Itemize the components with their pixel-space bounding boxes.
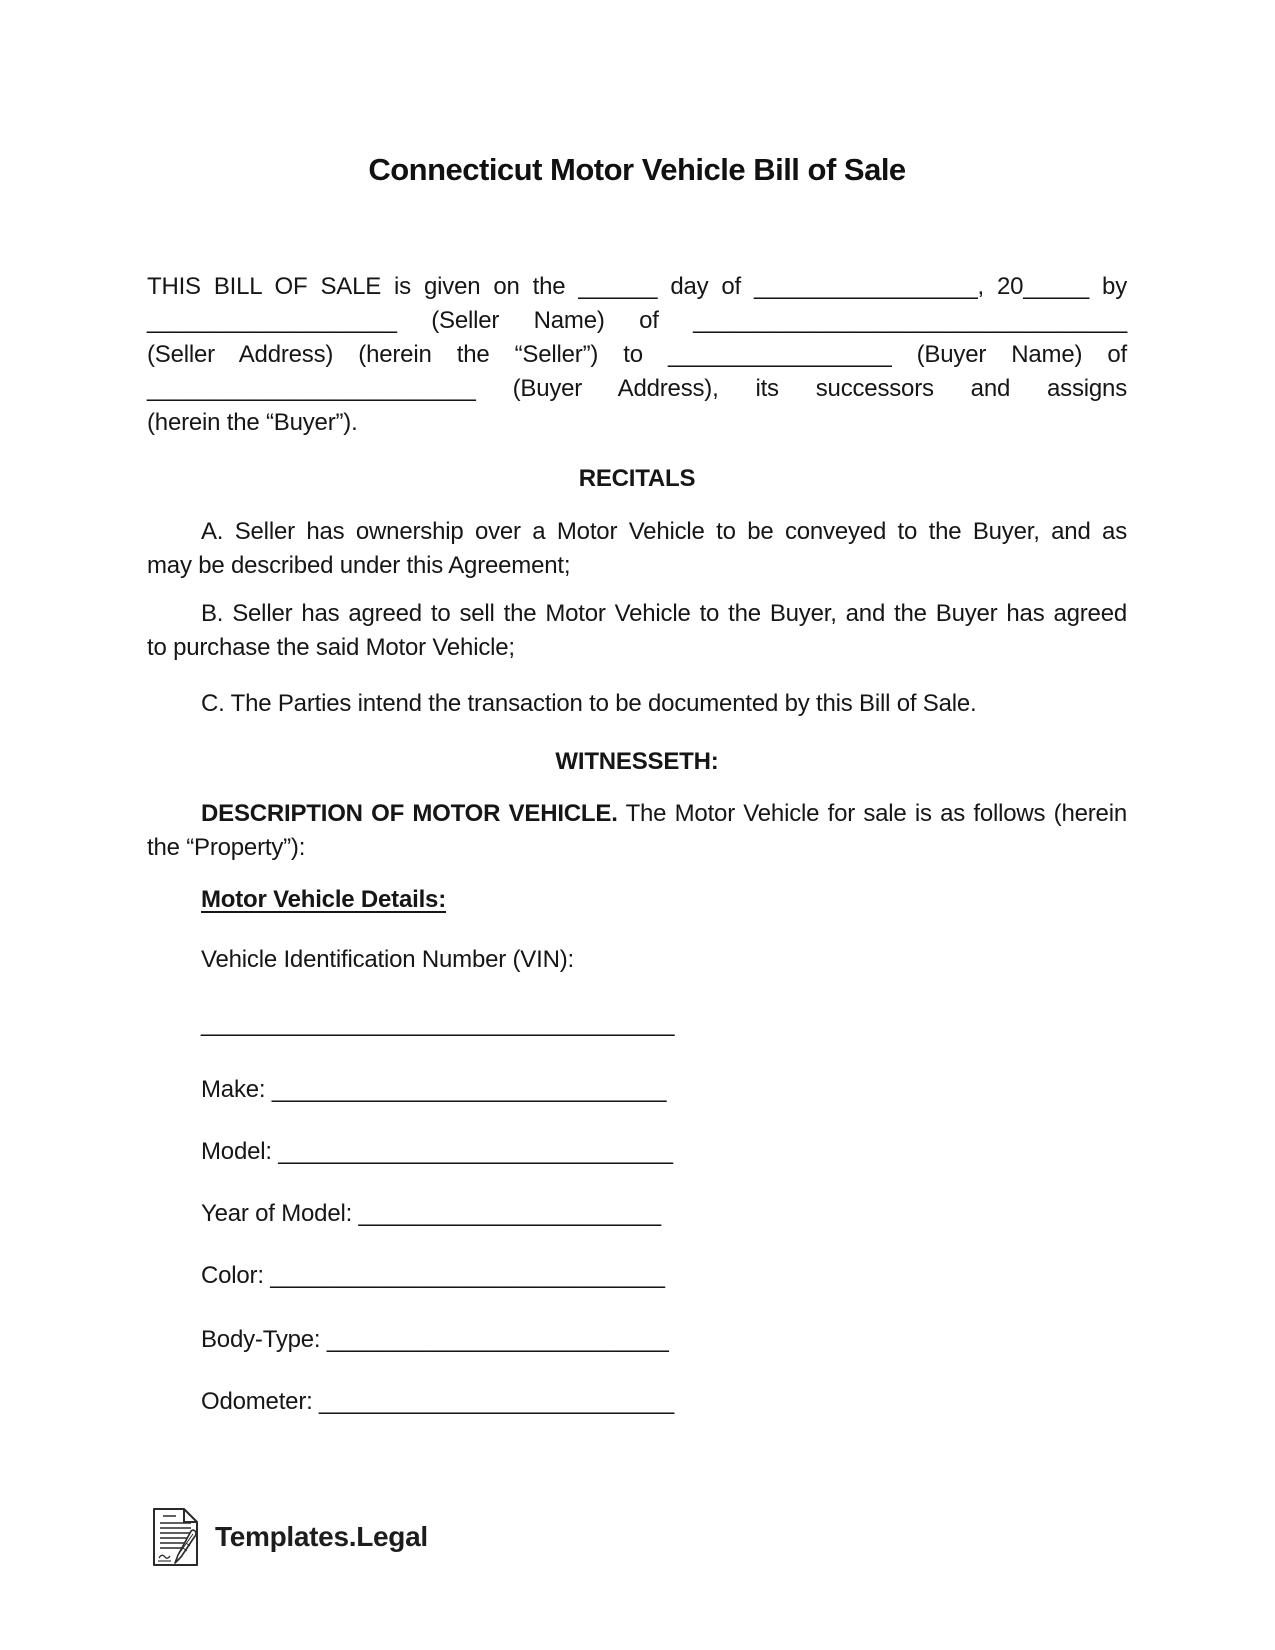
recital-line: B. Seller has agreed to sell the Motor Vehicle to the Buyer, and the Buyer has agreed: [201, 600, 1127, 627]
description-paragraph: [147, 797, 1127, 865]
brand-name: Templates.Legal: [215, 1521, 428, 1552]
recital-paragraph-b: [147, 597, 1127, 665]
recital-line: A. Seller has ownership over a Motor Vehicle to be conveyed to the Buyer, and as: [201, 518, 1127, 545]
vin-label: Vehicle Identification Number (VIN):: [201, 946, 574, 973]
vehicle-detail-row-year: Year of Model: _______________________: [201, 1200, 661, 1227]
recital-line: may be described under this Agreement;: [147, 552, 571, 579]
intro-paragraph: [147, 270, 1127, 440]
document-pen-icon: [150, 1507, 202, 1567]
vehicle-detail-row-body-type: Body-Type: __________________________: [201, 1326, 669, 1353]
recital-paragraph-c: C. The Parties intend the transaction to be documented by this Bill of Sale.: [201, 690, 977, 717]
recitals-heading: RECITALS: [578, 465, 696, 492]
vin-blank-line: ____________________________________: [201, 1010, 675, 1037]
vehicle-detail-row-make: Make: ______________________________: [201, 1076, 667, 1103]
vehicle-detail-row-model: Model: ______________________________: [201, 1138, 673, 1165]
description-line: [147, 797, 1127, 831]
witnesseth-heading: WITNESSETH:: [555, 748, 719, 775]
description-text: The Motor Vehicle for sale is as follows (herein: [625, 800, 1127, 827]
description-heading-bold: DESCRIPTION OF MOTOR VEHICLE.: [201, 800, 618, 827]
intro-line: THIS BILL OF SALE is given on the ______ day of _________________, 20_____ by: [147, 273, 1127, 300]
intro-line: _________________________ (Buyer Address), its successors and assigns: [147, 375, 1127, 402]
vehicle-detail-row-color: Color: ______________________________: [201, 1262, 665, 1289]
vehicle-details-heading: Motor Vehicle Details:: [201, 886, 446, 913]
description-line-2: the “Property”):: [147, 834, 306, 861]
intro-line: (herein the “Buyer”).: [147, 409, 358, 436]
vehicle-detail-row-odometer: Odometer: ___________________________: [201, 1388, 675, 1415]
footer-logo: [150, 1506, 428, 1568]
intro-line: (Seller Address) (herein the “Seller”) to _________________ (Buyer Name) of: [147, 341, 1127, 368]
document-title: Connecticut Motor Vehicle Bill of Sale: [368, 152, 906, 187]
recital-paragraph-a: [147, 515, 1127, 583]
intro-line: ___________________ (Seller Name) of _________________________________: [147, 307, 1127, 334]
recital-line: to purchase the said Motor Vehicle;: [147, 634, 515, 661]
